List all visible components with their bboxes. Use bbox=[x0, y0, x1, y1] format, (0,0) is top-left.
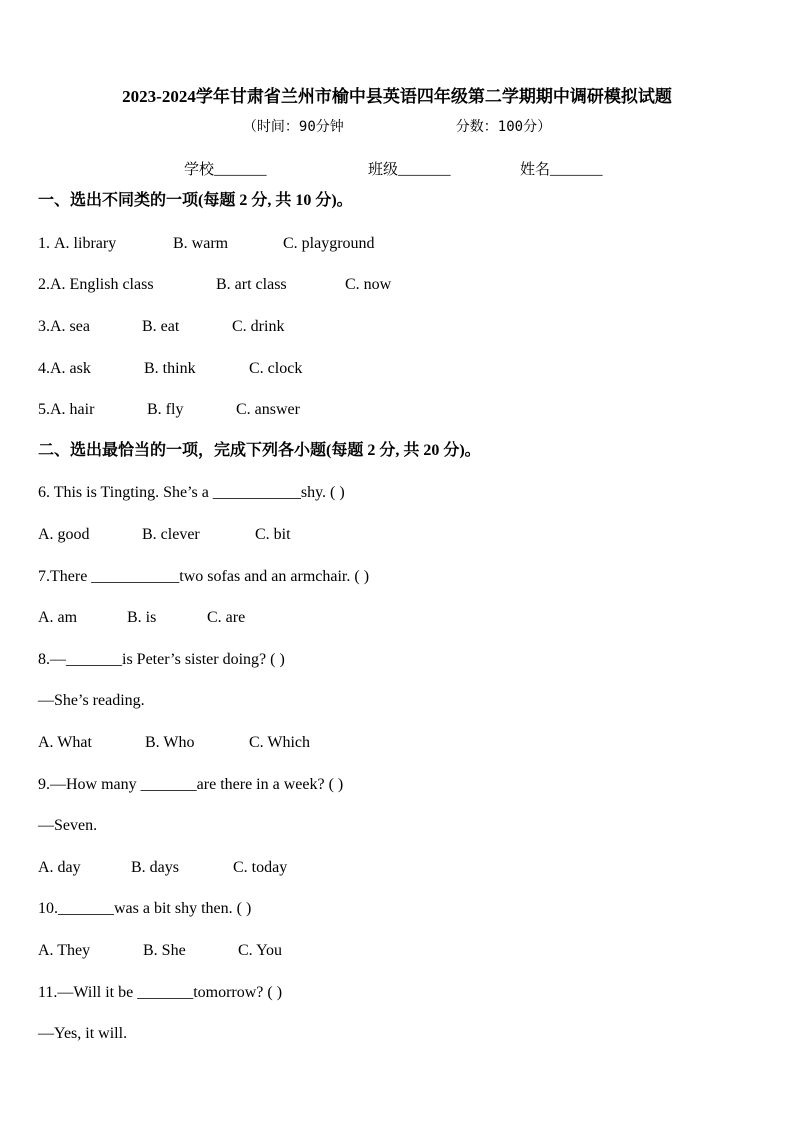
question-8-stem: 8.—_______is Peter’s sister doing? ( ) bbox=[38, 651, 285, 668]
option-c: C. are bbox=[207, 609, 246, 626]
question-6-options bbox=[38, 525, 291, 545]
option-a: A. am bbox=[38, 609, 78, 626]
option-b: B. Who bbox=[145, 734, 195, 751]
option-b: B. warm bbox=[173, 235, 229, 252]
option-c: C. now bbox=[345, 276, 392, 293]
class-field: 班级_______ bbox=[368, 162, 451, 178]
question-11-stem: 11.—Will it be _______tomorrow? ( ) bbox=[38, 984, 283, 1001]
question-10-options bbox=[38, 941, 283, 961]
question-11-answer: —Yes, it will. bbox=[38, 1025, 128, 1042]
question-5 bbox=[38, 400, 300, 420]
section-1-heading: 一、选出不同类的一项(每题 2 分, 共 10 分)。 bbox=[38, 192, 353, 209]
question-4 bbox=[38, 359, 303, 379]
page-title: 2023-2024学年甘肃省兰州市榆中县英语四年级第二学期期中调研模拟试题 bbox=[122, 87, 672, 106]
question-9-answer: —Seven. bbox=[38, 817, 98, 834]
option-a: A. ask bbox=[50, 360, 91, 377]
question-2 bbox=[38, 275, 392, 295]
question-number: 2. bbox=[38, 276, 50, 293]
option-c: C. Which bbox=[249, 734, 311, 751]
option-a: A. They bbox=[38, 942, 91, 959]
school-field: 学校_______ bbox=[184, 162, 267, 178]
option-b: B. fly bbox=[147, 401, 184, 418]
question-number: 4. bbox=[38, 360, 50, 377]
question-number: 5. bbox=[38, 401, 50, 418]
option-a: A. sea bbox=[50, 318, 90, 335]
exam-time-score: （时间：90分钟 分数：100分） bbox=[242, 119, 552, 135]
question-7-stem: 7.There ___________two sofas and an armchair. ( ) bbox=[38, 568, 370, 585]
option-b: B. art class bbox=[216, 276, 287, 293]
question-8-options bbox=[38, 733, 311, 753]
option-a: A. day bbox=[38, 859, 81, 876]
option-b: B. She bbox=[143, 942, 186, 959]
option-c: C. bit bbox=[255, 526, 291, 543]
option-c: C. drink bbox=[232, 318, 285, 335]
option-c: C. today bbox=[233, 859, 288, 876]
question-9-stem: 9.—How many _______are there in a week? ( ) bbox=[38, 776, 344, 793]
question-9-options bbox=[38, 858, 288, 878]
question-number: 3. bbox=[38, 318, 50, 335]
option-b: B. eat bbox=[142, 318, 180, 335]
question-6-stem: 6. This is Tingting. She’s a ___________shy. ( ) bbox=[38, 484, 345, 501]
option-a: A. English class bbox=[50, 276, 154, 293]
option-a: A. library bbox=[54, 235, 117, 252]
option-b: B. days bbox=[131, 859, 179, 876]
option-a: A. good bbox=[38, 526, 90, 543]
option-c: C. You bbox=[238, 942, 283, 959]
option-a: A. hair bbox=[50, 401, 95, 418]
option-a: A. What bbox=[38, 734, 92, 751]
option-b: B. clever bbox=[142, 526, 200, 543]
question-1 bbox=[38, 234, 375, 254]
option-c: C. answer bbox=[236, 401, 300, 418]
option-b: B. is bbox=[127, 609, 157, 626]
option-b: B. think bbox=[144, 360, 196, 377]
question-3 bbox=[38, 317, 285, 337]
option-c: C. clock bbox=[249, 360, 303, 377]
option-c: C. playground bbox=[283, 235, 375, 252]
section-2-heading: 二、选出最恰当的一项，完成下列各小题(每题 2 分, 共 20 分)。 bbox=[38, 442, 481, 459]
question-10-stem: 10._______was a bit shy then. ( ) bbox=[38, 900, 252, 917]
name-field: 姓名_______ bbox=[520, 162, 603, 178]
question-number: 1. bbox=[38, 235, 54, 252]
question-8-answer: —She’s reading. bbox=[38, 692, 145, 709]
question-7-options bbox=[38, 608, 246, 628]
